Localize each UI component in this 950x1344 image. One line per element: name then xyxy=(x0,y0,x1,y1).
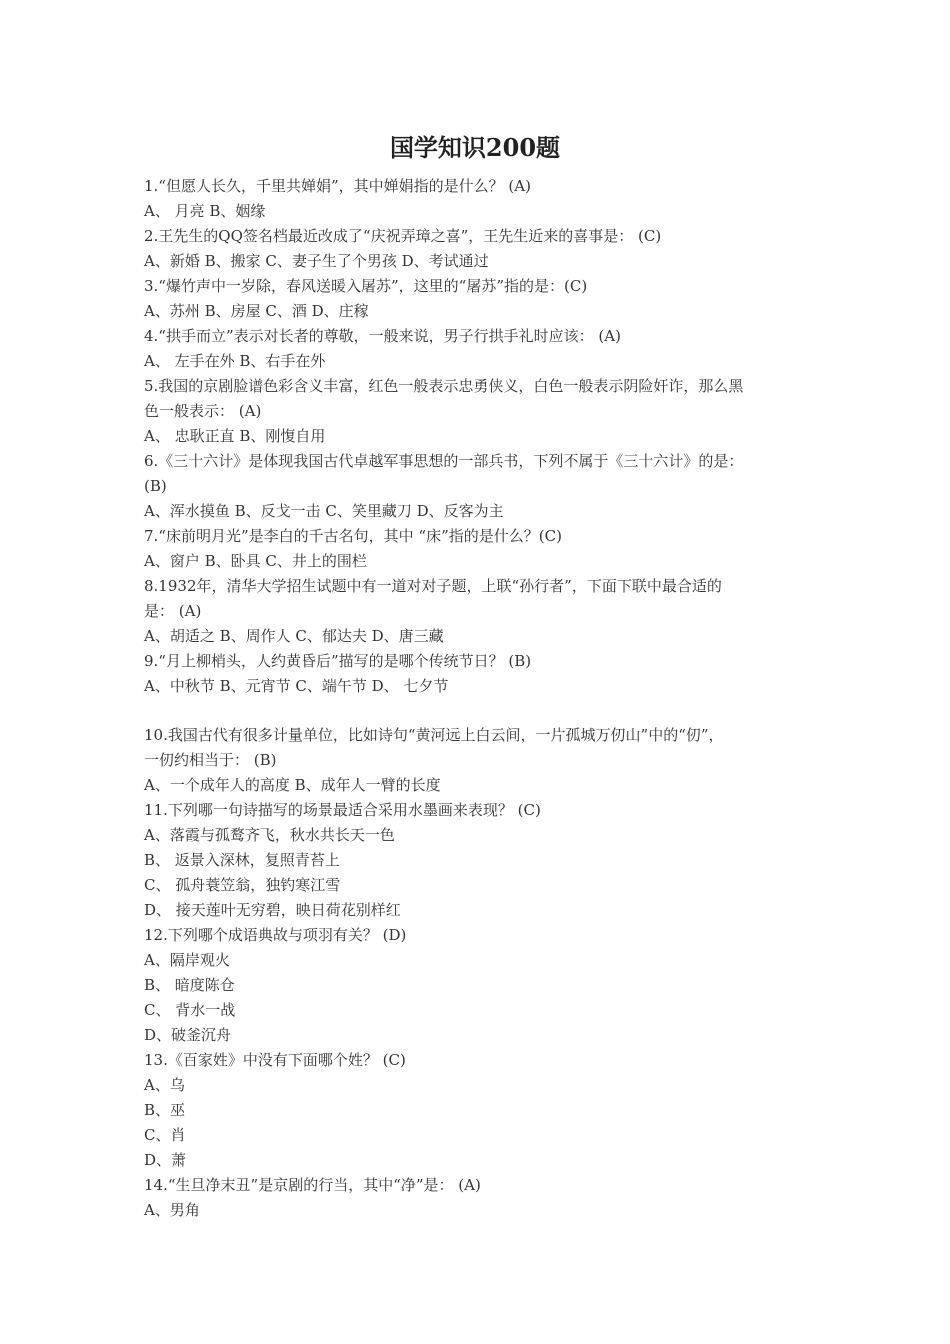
text-line: A、苏州 B、房屋 C、酒 D、庄稼 xyxy=(144,302,369,320)
text-line: 4.“拱手而立”表示对长者的尊敬，一般来说，男子行拱手礼时应该： (A) xyxy=(144,327,621,345)
text-line: 10.我国古代有很多计量单位，比如诗句“黄河远上白云间，一片孤城万仞山”中的“仞”， xyxy=(144,726,724,744)
document-body xyxy=(144,174,816,1223)
text-line: 3.“爆竹声中一岁除，春风送暖入屠苏”，这里的“屠苏”指的是：(C) xyxy=(144,277,588,295)
text-line: 6.《三十六计》是体现我国古代卓越军事思想的一部兵书，下列不属于《三十六计》的是： xyxy=(144,452,744,470)
text-line: A、乌 xyxy=(144,1076,185,1094)
text-line: 8.1932年，清华大学招生试题中有一道对对子题，上联“孙行者”，下面下联中最合适的 xyxy=(144,577,722,595)
text-line: D、 接天莲叶无穷碧，映日荷花别样红 xyxy=(144,901,401,919)
text-line: 12.下列哪个成语典故与项羽有关？ (D) xyxy=(144,926,407,944)
text-line: 是： (A) xyxy=(144,602,202,620)
text-line: 色一般表示： (A) xyxy=(144,402,262,420)
text-line: 1.“但愿人长久，千里共婵娟”，其中婵娟指的是什么？ (A) xyxy=(144,177,531,195)
text-line: A、落霞与孤鹜齐飞，秋水共长天一色 xyxy=(144,826,395,844)
text-line: 13.《百家姓》中没有下面哪个姓？ (C) xyxy=(144,1051,406,1069)
text-line: A、浑水摸鱼 B、反戈一击 C、笑里藏刀 D、反客为主 xyxy=(144,502,504,520)
text-line: C、肖 xyxy=(144,1126,186,1144)
text-line: D、萧 xyxy=(144,1151,187,1169)
text-line: D、破釜沉舟 xyxy=(144,1026,232,1044)
text-line: A、 月亮 B、姻缘 xyxy=(144,202,266,220)
text-line: A、窗户 B、卧具 C、井上的围栏 xyxy=(144,552,367,570)
text-line: A、男角 xyxy=(144,1201,200,1219)
text-line: C、 背水一战 xyxy=(144,1001,236,1019)
text-line: B、 返景入深林，复照青苔上 xyxy=(144,851,340,869)
text-line: A、一个成年人的高度 B、成年人一臂的长度 xyxy=(144,776,441,794)
text-line: (B) xyxy=(144,477,167,495)
text-line: 2.王先生的QQ签名档最近改成了“庆祝弄璋之喜”，王先生近来的喜事是： (C) xyxy=(144,227,662,245)
document-title: 国学知识200题 xyxy=(389,133,561,162)
text-line: 9.“月上柳梢头，人约黄昏后”描写的是哪个传统节日？ (B) xyxy=(144,652,532,670)
text-line: A、新婚 B、搬家 C、妻子生了个男孩 D、考试通过 xyxy=(144,252,489,270)
text-line: 一仞约相当于： (B) xyxy=(144,751,277,769)
text-line: B、巫 xyxy=(144,1101,186,1119)
text-line: C、 孤舟蓑笠翁，独钓寒江雪 xyxy=(144,876,341,894)
text-line: A、 忠耿正直 B、刚愎自用 xyxy=(144,427,326,445)
text-line: 5.我国的京剧脸谱色彩含义丰富，红色一般表示忠勇侠义，白色一般表示阴险奸诈，那么黑 xyxy=(144,377,744,395)
text-line: 14.“生旦净末丑”是京剧的行当，其中“净”是： (A) xyxy=(144,1176,481,1194)
blank-line xyxy=(144,699,816,723)
text-line: B、 暗度陈仓 xyxy=(144,976,235,994)
text-line: A、隔岸观火 xyxy=(144,951,230,969)
text-line: 11.下列哪一句诗描写的场景最适合采用水墨画来表现？ (C) xyxy=(144,801,541,819)
text-line: A、胡适之 B、周作人 C、郁达夫 D、唐三藏 xyxy=(144,627,444,645)
text-line: A、中秋节 B、元宵节 C、端午节 D、 七夕节 xyxy=(144,677,449,695)
text-line: 7.“床前明月光”是李白的千古名句，其中 “床”指的是什么？(C) xyxy=(144,527,562,545)
text-line: A、 左手在外 B、右手在外 xyxy=(144,352,326,370)
